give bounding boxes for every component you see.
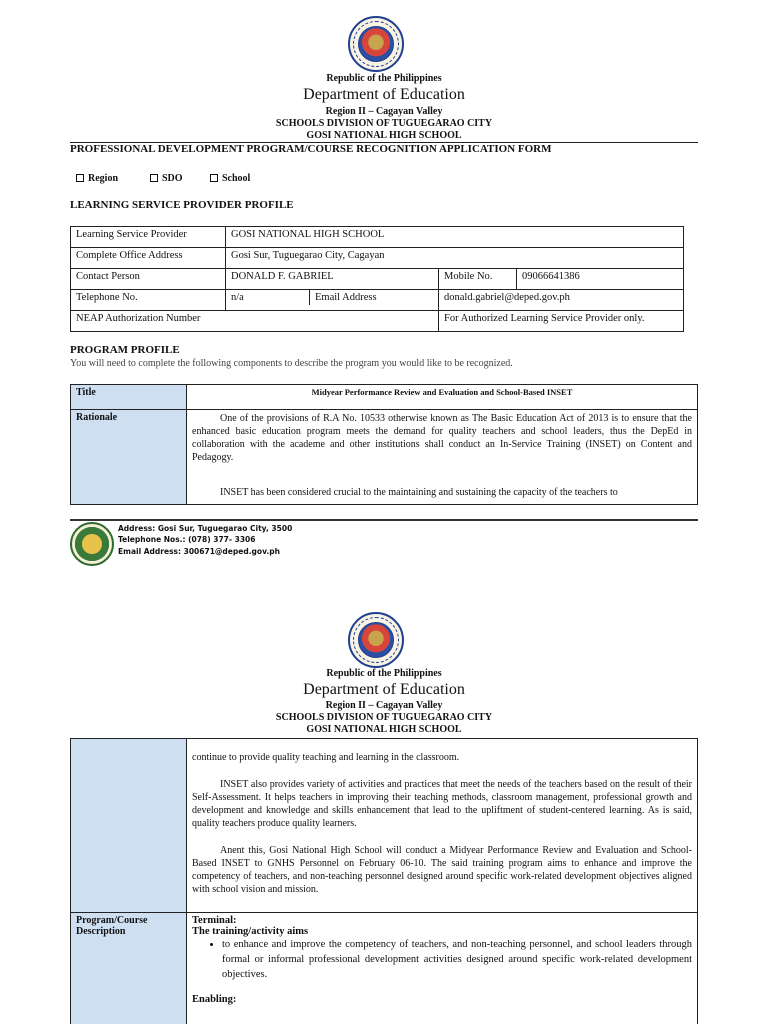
- program-instructions: You will need to complete the following components to describe the program you would like to be recognized.: [70, 358, 513, 369]
- program-table: [70, 384, 698, 505]
- lsp-table: [70, 226, 684, 332]
- lsp-heading: LEARNING SERVICE PROVIDER PROFILE: [70, 199, 294, 211]
- checkbox-region[interactable]: [76, 174, 84, 182]
- option-sdo[interactable]: SDO: [150, 173, 183, 184]
- contact-value: DONALD F. GABRIEL: [226, 269, 439, 290]
- provider-value: GOSI NATIONAL HIGH SCHOOL: [226, 227, 684, 248]
- option-school[interactable]: School: [210, 173, 250, 184]
- provider-label: Learning Service Provider: [71, 227, 226, 248]
- program-table-continued: [70, 738, 698, 1024]
- continued-paragraph-2: INSET also provides variety of activities and practices that meet the needs of the teachers based on the result of their Self-Assessment. It helps teachers in improving their teaching methods, classroom management, professional growth and development and knowledge and skills enhancement that lead to the upliftment of student-centered learning. As is said, quality teachers produce quality learners.: [192, 779, 692, 829]
- tel-value: n/a: [226, 290, 310, 305]
- tel-email-cell: [226, 290, 439, 311]
- deped-seal-logo: [348, 16, 404, 72]
- department-title-page2: Department of Education: [303, 681, 465, 698]
- checkbox-school[interactable]: [210, 174, 218, 182]
- mobile-label: Mobile No.: [439, 269, 517, 290]
- description-label: Program/Course Description: [71, 913, 187, 1024]
- department-title: Department of Education: [303, 86, 465, 103]
- footer-email: Email Address: 300671@deped.gov.ph: [118, 547, 280, 556]
- rationale-label-continued: [71, 739, 187, 913]
- rationale-paragraph-1: One of the provisions of R.A No. 10533 otherwise known as The Basic Education Act of 2013 is to ensure that the enhanced basic education program meets the demand for quality teachers and school leaders, thus the DepEd in collaboration with the academe and other institutions shall conduct an In-Service Training (INSET) on Content and Pedagogy.: [192, 413, 692, 463]
- aims-heading: The training/activity aims: [192, 926, 309, 937]
- footer-telephone: Telephone Nos.: (078) 377- 3306: [118, 535, 256, 544]
- school-line: GOSI NATIONAL HIGH SCHOOL: [306, 130, 462, 141]
- address-value: Gosi Sur, Tuguegarao City, Cagayan: [226, 248, 684, 269]
- checkbox-sdo[interactable]: [150, 174, 158, 182]
- form-title: PROFESSIONAL DEVELOPMENT PROGRAM/COURSE RECOGNITION APPLICATION FORM: [70, 143, 552, 155]
- rationale-label: Rationale: [71, 410, 187, 505]
- republic-line-page2: Republic of the Philippines: [326, 668, 442, 679]
- terminal-heading: Terminal:: [192, 915, 237, 926]
- address-label: Complete Office Address: [71, 248, 226, 269]
- republic-line: Republic of the Philippines: [326, 73, 442, 84]
- title-label: Title: [71, 385, 187, 410]
- aims-list: [222, 937, 692, 982]
- school-seal-logo: [70, 522, 114, 566]
- title-value: Midyear Performance Review and Evaluation and School-Based INSET: [187, 385, 698, 410]
- neap-label: NEAP Authorization Number: [76, 313, 201, 324]
- deped-seal-logo-page2: [348, 612, 404, 668]
- region-line: Region II – Cagayan Valley: [325, 106, 443, 117]
- rationale-paragraph-2: INSET has been considered crucial to the maintaining and sustaining the capacity of the teachers to: [220, 487, 618, 498]
- footer-divider: [70, 519, 698, 521]
- contact-label: Contact Person: [71, 269, 226, 290]
- enabling-heading: Enabling:: [192, 994, 237, 1005]
- aim-item: • to enhance and improve the competency of teachers, and non-teaching personnel, and school leaders through formal or informal professional development activities designed around specific work-related development objectives.: [222, 937, 692, 982]
- neap-label-cell: [71, 311, 439, 332]
- division-line: SCHOOLS DIVISION OF TUGUEGARAO CITY: [275, 118, 493, 129]
- option-region[interactable]: Region: [76, 173, 118, 184]
- division-line-page2: SCHOOLS DIVISION OF TUGUEGARAO CITY: [275, 712, 493, 723]
- neap-value: For Authorized Learning Service Provider only.: [439, 311, 684, 332]
- program-heading: PROGRAM PROFILE: [70, 344, 180, 356]
- mobile-value: 09066641386: [517, 269, 684, 290]
- region-line-page2: Region II – Cagayan Valley: [325, 700, 443, 711]
- email-value: donald.gabriel@deped.gov.ph: [439, 290, 684, 311]
- footer-address: Address: Gosi Sur, Tuguegarao City, 3500: [118, 524, 293, 533]
- email-label: Email Address: [315, 292, 377, 303]
- school-line-page2: GOSI NATIONAL HIGH SCHOOL: [306, 724, 462, 735]
- tel-label: Telephone No.: [71, 290, 226, 311]
- continued-paragraph-1: continue to provide quality teaching and learning in the classroom.: [192, 752, 460, 763]
- continued-paragraph-3: Anent this, Gosi National High School will conduct a Midyear Performance Review and Evaluation and School-Based INSET to GNHS Personnel on February 06-10. The said training program aims to enhance and improve the competency of teachers, and non-teaching personnel designed around specific work-related development objectives aligned with school vision and mission.: [192, 845, 692, 895]
